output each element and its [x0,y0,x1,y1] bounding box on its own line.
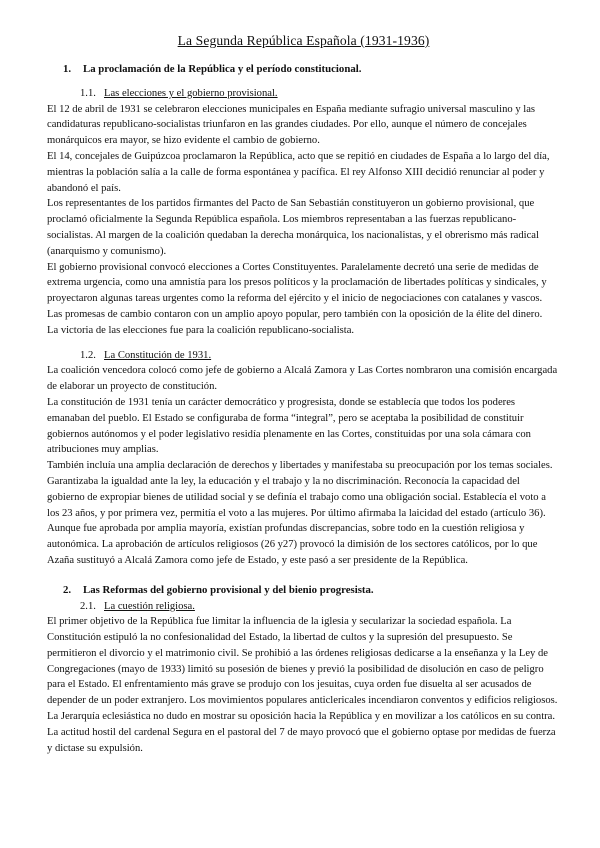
paragraph: El 14, concejales de Guipúzcoa proclamaron la República, acto que se repitió en ciudades de España a lo largo del día, mientras la población salía a la calle de forma espontánea y pacífica. El rey Alfonso XIII decidió renunciar al poder y abandonó el país. [47,150,550,194]
paragraph: La victoria de las elecciones fue para la coalición republicano-socialista. [47,324,355,336]
subsection-heading [80,86,560,102]
subsection-title: Las elecciones y el gobierno provisional. [104,87,278,99]
section-heading [63,583,560,599]
paragraph: También incluía una amplia declaración de derechos y libertades y manifestaba su preocupación por los temas sociales. Garantizaba la igualdad ante la ley, la educación y el trabajo y la no discriminación. Reconocía la capacidad del gobierno de expropiar bienes de utilidad social y se definía el trabajo como una obligación social. Establecía el voto a los 23 años, y por primera vez, permitía el voto a las mujeres. Por último afirmaba la laicidad del estado (artículo 36). [47,460,553,519]
subsection-heading [80,599,560,615]
subsection-title: La cuestión religiosa. [104,600,195,612]
paragraph: El 12 de abril de 1931 se celebraron elecciones municipales en España mediante sufragio universal masculino y las candidaturas republicano-socialistas triunfaron en las grandes ciudades. Por ello, aunque el número de concejales monárquicos era mayor, se hizo evidente el cambio de gobierno. [47,103,536,147]
paragraph: La coalición vencedora colocó como jefe de gobierno a Alcalá Zamora y Las Cortes nombraron una comisión encargada de elaborar un proyecto de constitución. [47,365,558,393]
paragraph: Aunque fue aprobada por amplia mayoría, existían profundas discrepancias, sobre todo en la cuestión religiosa y autonómica. La aprobación de artículos religiosos (26 y27) provocó la dimisión de los sectores católicos, por lo que Azaña sustituyó a Alcalá Zamora como jefe de Estado, y este pasó a ser presidente de la República. [47,523,538,566]
paragraph: El primer objetivo de la República fue limitar la influencia de la iglesia y secularizar la sociedad española. La Constitución estipuló la no confesionalidad del Estado, la libertad de cultos y la supresión del presupuesto. Se permitieron el divorcio y el matrimonio civil. Se prohibió a las órdenes religiosas dedicarse a la enseñanza y la Ley de Congregaciones (mayo de 1933) limitó su posesión de bienes y previó la posibilidad de disolución en caso de peligro para el Estado. El enfrentamiento más grave se produjo con los jesuitas, cuya orden fue disuelta al ser acusados de depender de un poder extranjero. Los movimientos populares anticlericales incendiaron conventos y edificios religiosos. La Jerarquía eclesiástica no dudo en mostrar su oposición hacia la República y en movilizar a los católicos en su contra. La actitud hostil del cardenal Segura en el pastoral del 7 de mayo provocó que el gobierno optase por medidas de fuerza y dictase su expulsión. [47,616,558,754]
document-title: La Segunda República Española (1931-1936) [177,33,430,48]
subsection-heading [80,348,560,364]
section-number: 1. [63,63,72,75]
subsection-title: La Constitución de 1931. [104,349,212,361]
paragraph: Los representantes de los partidos firmantes del Pacto de San Sebastián constituyeron un gobierno provisional, que proclamó oficialmente la Segunda República española. Los miembros representaban a las fuerzas republicano-socialistas. Al margen de la coalición quedaban la derecha monárquica, los nacionalistas, y el obrerismo más radical (anarquismo y comunismo). [47,198,539,257]
section-title: Las Reformas del gobierno provisional y del bienio progresista. [83,583,374,596]
subsection-number: 1.2. [80,349,96,361]
subsection-number: 1.1. [80,87,96,99]
section-heading [63,62,560,78]
section-title: La proclamación de la República y el período constitucional. [83,63,362,75]
subsection-number: 2.1. [80,600,96,612]
paragraph: El gobierno provisional convocó elecciones a Cortes Constituyentes. Paralelamente decretó una serie de medidas de extrema urgencia, como una amnistía para los presos políticos y la proclamación de libertades políticas y sindicales, y proyectaron algunas tareas urgentes como la reforma del ejército y el inicio de negociaciones con catalanes y vascos. Las promesas de cambio contaron con un amplio apoyo popular, pero también con la oposición de la élite del dinero. [47,261,547,320]
paragraph: La constitución de 1931 tenía un carácter democrático y progresista, donde se establecía que todos los poderes emanaban del pueblo. El Estado se configuraba de forma “integral”, pero se aceptaba la posibilidad de constituir gobiernos autónomos y el poder legislativo residía plenamente en las Cortes, constituidas por una sola cámara con atribuciones muy amplias. [47,396,531,456]
section-number: 2. [63,583,72,596]
